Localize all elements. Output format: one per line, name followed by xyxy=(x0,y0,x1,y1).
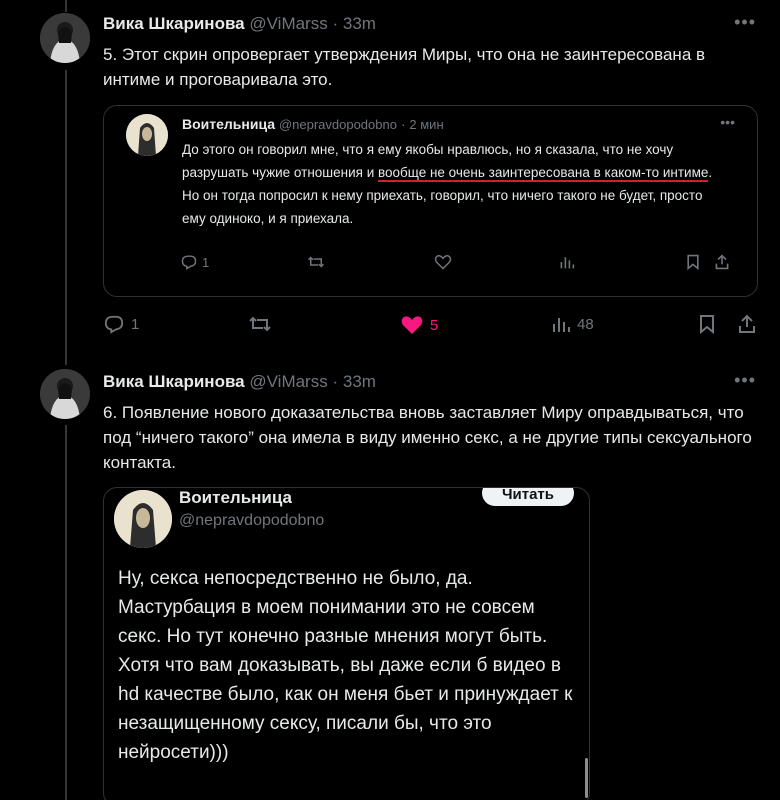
views-button[interactable] xyxy=(551,314,594,334)
reply-count: 1 xyxy=(131,315,140,333)
bookmark-icon xyxy=(698,314,716,334)
share-icon xyxy=(737,314,757,334)
screenshot-text: Ну, секса непосредственно не было, да. Мастурбация в моем понимании это не совсем секс. Но тут конечно разные мнения могут быть. Хотя что вам доказывать, вы даже если б видео в hd качестве было, как он меня бьет и принуждает к незащищенному сексу, писали бы, что это нейросети))) xyxy=(118,568,573,763)
avatar[interactable] xyxy=(40,13,90,63)
tweet-header xyxy=(103,14,376,34)
timestamp[interactable]: 33m xyxy=(342,14,376,33)
quote-header xyxy=(182,116,444,132)
more-icon[interactable]: ••• xyxy=(734,12,756,32)
tweet-5[interactable] xyxy=(0,0,780,360)
like-count: 5 xyxy=(430,316,439,334)
quote-text xyxy=(182,138,722,230)
quote-more-icon: ••• xyxy=(720,114,735,130)
quote-avatar xyxy=(126,114,168,156)
author-handle[interactable]: @ViMarss xyxy=(249,14,328,33)
screenshot-author-name: Воительница xyxy=(179,488,292,507)
separator-dot: · xyxy=(332,14,339,33)
more-icon[interactable]: ••• xyxy=(734,370,756,390)
quote-text-after: . Но он тогда попросил к нему приехать, говорил, что ничего такого не будет, просто ему одиноко, и я приехала. xyxy=(182,165,713,226)
views-count: 48 xyxy=(577,315,594,333)
timestamp[interactable]: 33m xyxy=(342,372,376,391)
bookmark-button[interactable] xyxy=(698,314,716,334)
tweet-header xyxy=(103,372,376,392)
retweet-icon xyxy=(248,314,272,334)
quote-reply-count: 1 xyxy=(202,254,210,270)
quote-text-underlined: вообще не очень заинтересована в каком-то интиме xyxy=(377,165,709,180)
views-icon xyxy=(559,254,575,270)
screenshot-author-handle: @nepravdopodobno xyxy=(179,512,325,529)
reply-icon xyxy=(180,254,198,270)
separator-dot: · xyxy=(400,116,406,132)
bookmark-icon xyxy=(686,254,700,270)
quote-timestamp: 2 мин xyxy=(409,117,444,132)
quote-actions xyxy=(174,254,734,278)
screenshot-scrollbar xyxy=(585,758,588,798)
author-handle[interactable]: @ViMarss xyxy=(249,372,328,391)
heart-icon xyxy=(434,254,452,270)
attached-screenshot[interactable] xyxy=(103,487,590,800)
quote-author-name: Воительница xyxy=(182,116,276,132)
retweet-button[interactable] xyxy=(248,314,272,334)
share-button[interactable] xyxy=(737,314,757,334)
quoted-tweet[interactable] xyxy=(103,105,758,297)
views-icon xyxy=(551,314,571,334)
separator-dot: · xyxy=(332,372,339,391)
share-icon xyxy=(714,254,730,270)
author-name[interactable]: Вика Шкаринова xyxy=(103,372,245,391)
author-name[interactable]: Вика Шкаринова xyxy=(103,14,245,33)
quote-reply xyxy=(180,254,209,270)
retweet-icon xyxy=(307,254,325,270)
screenshot-avatar xyxy=(114,490,172,548)
quote-author-handle: @nepravdopodobno xyxy=(278,117,397,132)
tweet-actions xyxy=(103,314,763,340)
reply-icon xyxy=(103,314,125,334)
tweet-text: 6. Появление нового доказательства вновь заставляет Миру оправдываться, что под “ничего такого” она имела в виду именно секс, а не другие типы сексуального контакта. xyxy=(103,403,752,472)
avatar[interactable] xyxy=(40,369,90,419)
screenshot-follow-button: Читать xyxy=(482,487,574,506)
like-button[interactable] xyxy=(400,314,438,336)
quote-text-before: До этого он говорил мне, что я ему якобы нравлюсь, но я сказала, что не хочу разрушать чужие отношения и xyxy=(182,142,674,180)
tweet-text: 5. Этот скрин опровергает утверждения Миры, что она не заинтересована в интиме и проговаривала это. xyxy=(103,45,706,89)
reply-button[interactable] xyxy=(103,314,139,334)
heart-icon xyxy=(400,314,424,336)
